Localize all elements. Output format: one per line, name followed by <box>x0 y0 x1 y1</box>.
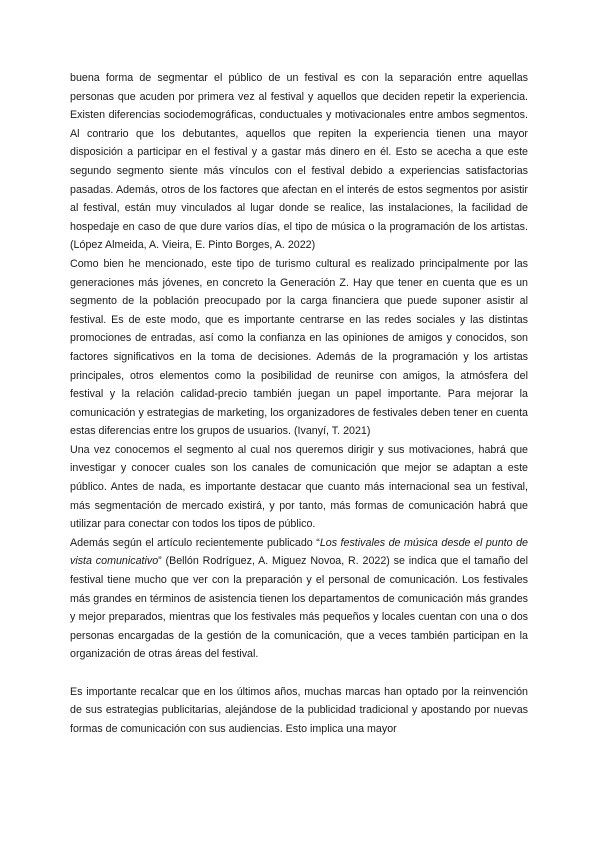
paragraph-communication-channels: Una vez conocemos el segmento al cual nos queremos dirigir y sus motivaciones, habrá que investigar y conocer cuales son los canales de comunicación que mejor se adaptan a este público. Antes de nada, es importante destacar que cuanto más internacional sea un festival, más segmentación de mercado existirá, y por tanto, más formas de comunicación habrá que utilizar para conectar con todos los tipos de público. <box>70 443 528 531</box>
paragraph-festival-size <box>70 534 528 664</box>
paragraph-festival-segments: buena forma de segmentar el público de un festival es con la separación entre aquellas personas que acuden por primera vez al festival y aquellos que deciden repetir la experiencia. Existen diferencias sociodemográficas, conductuales y motivacionales entre ambos segmentos. Al contrario que los debutantes, aquellos que repiten la experiencia tienen una mayor disposición a participar en el festival y a gastar más dinero en él. Esto se acecha a que este segundo segmento siente más vínculos con el festival debido a experiencias satisfactorias pasadas. Además, otros de los factores que afectan en el interés de estos segmentos por asistir al festival, están muy vinculados al lugar donde se realice, las instalaciones, la facilidad de hospedaje en caso de que dure varios días, el tipo de música o la programación de los artistas. (López Almeida, A. Vieira, E. Pinto Borges, A. 2022) <box>70 72 528 252</box>
paragraph-generation-z: Como bien he mencionado, este tipo de turismo cultural es realizado principalmente por las generaciones más jóvenes, en concreto la Generación Z. Hay que tener en cuenta que es un segmento de la población preocupado por la carga financiera que puede suponer asistir al festival. Es de este modo, que es importante centrarse en las redes sociales y las distintas promociones de entradas, así como la confianza en las opiniones de amigos y conocidos, son factores significativos en la toma de decisiones. Además de la programación y los artistas principales, otros elementos como la posibilidad de reunirse con amigos, la atmósfera del festival y la relación calidad-precio también juegan un papel importante. Para mejorar la comunicación y estrategias de marketing, los organizadores de festivales deben tener en cuenta estas diferencias entre los grupos de usuarios. (Ivanyí, T. 2021) <box>70 257 528 438</box>
paragraph-brand-strategies: Es importante recalcar que en los últimos años, muchas marcas han optado por la reinvención de sus estrategias publicitarias, alejándose de la publicidad tradicional y apostando por nuevas formas de comunicación con sus audiencias. Esto implica una mayor <box>70 685 528 735</box>
citation-body: ” (Bellón Rodríguez, A. Miguez Novoa, R. 2022) se indica que el tamaño del festival tiene mucho que ver con la preparación y el personal de comunicación. Los festivales más grandes en términos de asistencia tienen los departamentos de comunicación más grandes y mejor preparados, mientras que los festivales más pequeños y locales cuentan con una o dos personas encargadas de la gestión de la comunicación, que a veces también participan en la organización de otras áreas del festival. <box>70 555 528 661</box>
article-title: Los festivales de música desde el punto de vista comunicativo <box>70 536 528 568</box>
citation-intro: Además según el artículo recientemente publicado “ <box>70 536 320 549</box>
body-text <box>70 69 528 738</box>
